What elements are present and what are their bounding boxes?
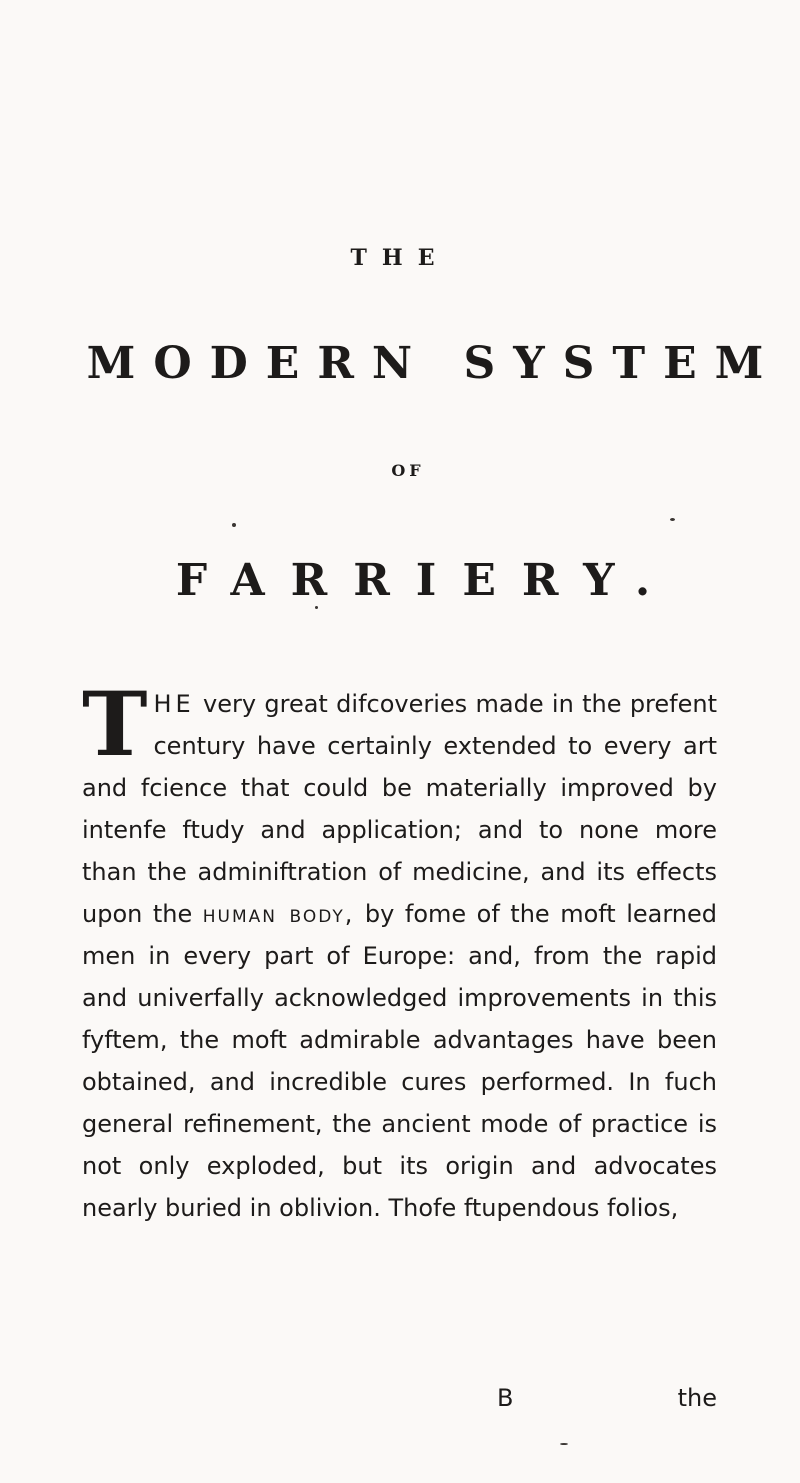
signature-mark: B	[497, 1384, 514, 1412]
paragraph-text-2: by fome of the moft learned men in every part of Europe: and, from the rapid and univerfally acknowledged improvements in this fyftem, the moft admirable advantages have been obtained, and incredible cures performed. In fuch general refinement, the ancient mode of practice is not only exploded, but its origin and advocates nearly buried in oblivion. Thofe ftupendous folios,	[82, 900, 717, 1222]
heading-of: OF	[391, 461, 425, 480]
heading-the: THE	[350, 245, 450, 271]
ink-speck	[232, 523, 236, 527]
body-paragraph	[82, 672, 717, 1229]
title-farriery: FARRIERY.	[175, 555, 677, 606]
ink-speck	[670, 518, 675, 521]
ink-speck	[315, 606, 318, 609]
drop-cap-continuation: HE	[153, 690, 195, 718]
ink-speck	[560, 1443, 568, 1445]
paragraph-text-1: very great difcoveries made in the prefent century have certainly extended to every art and fcience that could be materially improved by intenfe ftudy and application; and to none more than the adminiftration of medicine, and its effects upon the	[82, 690, 717, 928]
drop-cap: T	[82, 672, 148, 776]
catchword: the	[677, 1384, 717, 1412]
title-modern-system: MODERN SYSTEM	[86, 338, 782, 389]
paragraph-small-caps: human body,	[202, 900, 355, 928]
